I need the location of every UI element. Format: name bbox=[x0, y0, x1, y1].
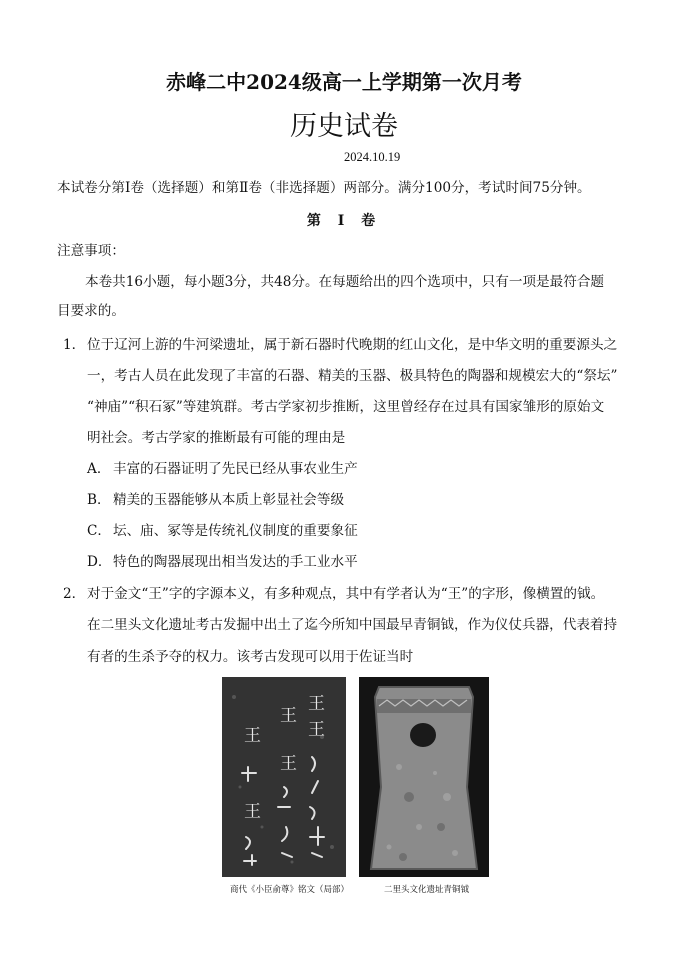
option-text: 特色的陶器展现出相当发达的手工业水平 bbox=[113, 554, 358, 570]
intro-text: 本试卷分第Ⅰ卷（选择题）和第Ⅱ卷（非选择题）两部分。满分100分，考试时间75分钟。 bbox=[57, 180, 591, 196]
inscription-rubbing-image bbox=[222, 677, 346, 877]
bronze-axe-image bbox=[359, 677, 489, 877]
notes-heading: 注意事项： bbox=[57, 243, 125, 259]
section-heading: 第 Ⅰ 卷 bbox=[306, 213, 382, 229]
q1-line: 位于辽河上游的牛河梁遗址，属于新石器时代晚期的红山文化，是中华文明的重要源头之 bbox=[87, 337, 618, 353]
figure-caption-left: 商代《小臣俞尊》铭文（局部） bbox=[230, 885, 350, 895]
option-letter: C． bbox=[87, 523, 111, 539]
notes-line-2: 目要求的。 bbox=[57, 303, 125, 319]
figure-caption-right: 二里头文化遗址青铜钺 bbox=[384, 885, 470, 895]
notes-line-1: 本卷共16小题，每小题3分，共48分。在每题给出的四个选项中，只有一项是最符合题 bbox=[85, 274, 605, 290]
svg-text:王: 王 bbox=[244, 726, 261, 746]
exam-date: 2024.10.19 bbox=[344, 150, 401, 164]
option-letter: B． bbox=[87, 492, 111, 508]
option-text: 坛、庙、冢等是传统礼仪制度的重要象征 bbox=[113, 523, 358, 539]
q1-number: 1． bbox=[63, 337, 86, 353]
q2-number: 2． bbox=[63, 586, 86, 602]
q1-line: 一，考古人员在此发现了丰富的石器、精美的玉器、极具特色的陶器和规模宏大的“祭坛” bbox=[87, 368, 618, 384]
option-text: 精美的玉器能够从本质上彰显社会等级 bbox=[113, 492, 345, 508]
svg-text:王: 王 bbox=[280, 706, 297, 726]
option-letter: D． bbox=[87, 554, 112, 570]
svg-text:王: 王 bbox=[308, 720, 325, 740]
q1-option-d[interactable] bbox=[87, 552, 358, 572]
q1-line: 明社会。考古学家的推断最有可能的理由是 bbox=[87, 430, 346, 446]
exam-title: 赤峰二中2024级高一上学期第一次月考 bbox=[166, 70, 522, 94]
option-text: 丰富的石器证明了先民已经从事农业生产 bbox=[113, 461, 358, 477]
q1-option-c[interactable] bbox=[87, 521, 358, 541]
q1-option-a[interactable] bbox=[87, 459, 358, 479]
q2-line: 有者的生杀予夺的权力。该考古发现可以用于佐证当时 bbox=[87, 649, 414, 665]
q1-option-b[interactable] bbox=[87, 490, 344, 510]
q2-line: 在二里头文化遗址考古发掘中出土了迄今所知中国最早青铜钺，作为仪仗兵器，代表着持 bbox=[87, 617, 618, 633]
svg-text:王: 王 bbox=[280, 754, 297, 774]
svg-text:王: 王 bbox=[244, 802, 261, 822]
q1-line: “神庙”“积石冢”等建筑群。考古学家初步推断，这里曾经存在过具有国家雏形的原始文 bbox=[87, 399, 605, 415]
option-letter: A． bbox=[87, 461, 111, 477]
svg-text:王: 王 bbox=[308, 694, 325, 714]
q2-line: 对于金文“王”字的字源本义，有多种观点，其中有学者认为“王”的字形，像横置的钺。 bbox=[87, 586, 605, 602]
subject-title: 历史试卷 bbox=[290, 111, 398, 142]
